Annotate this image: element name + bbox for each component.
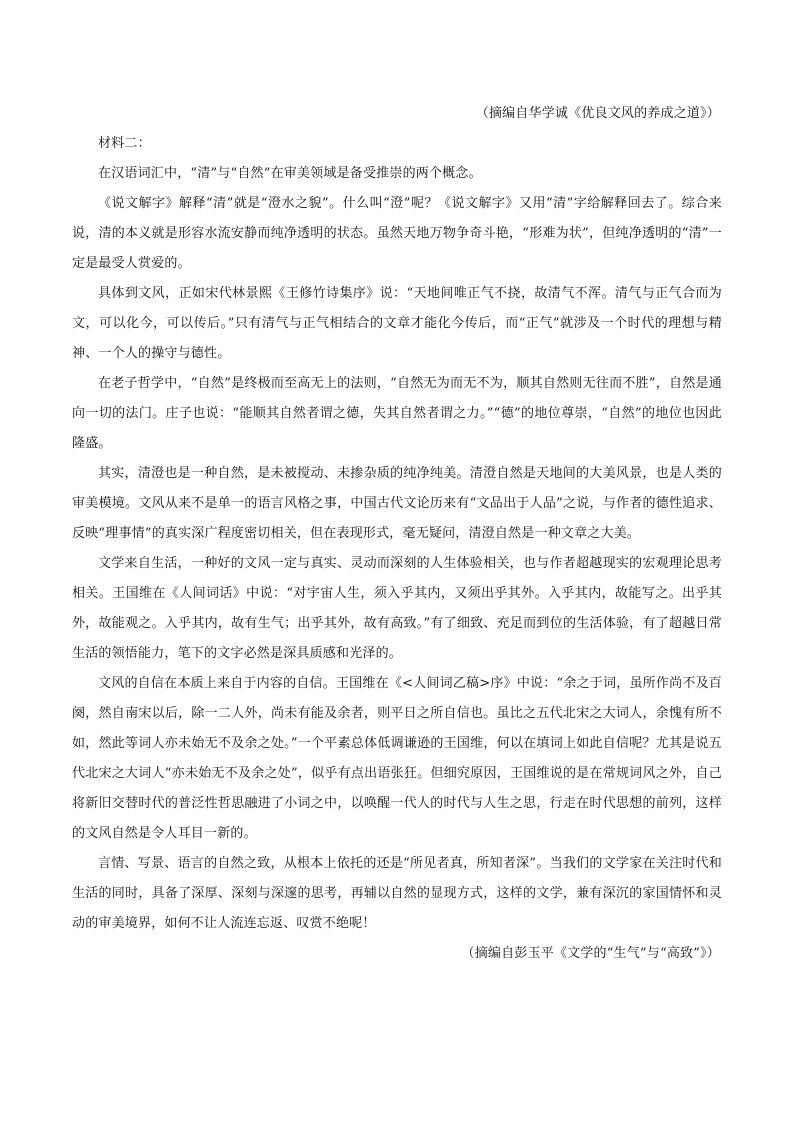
paragraph-1: 在汉语词汇中，“清”与“自然”在审美领域是备受推崇的两个概念。	[98, 166, 482, 181]
paragraph-2: 《说文解字》解释“清”就是“澄水之貌”。什么叫“澄”呢？《说文解字》又用“清”字给解释回去了。综合来说，清的本义就是形容水流安静而纯净透明的状态。虽然天地万物争奇斗艳，“形难为状”，但纯净透明的“清”一定是最受人赏爱的。	[72, 196, 722, 271]
paragraph-3: 具体到文风，正如宋代林景熙《王修竹诗集序》说：“天地间唯正气不挠，故清气不浑。清气与正气合而为文，可以化今，可以传后。”只有清气与正气相结合的文章才能化今传后，而“正气”就涉及一个时代的理想与精神、一个人的操守与德性。	[72, 286, 722, 361]
section-label: 材料二：	[98, 136, 151, 151]
paragraph-7: 文风的自信在本质上来自于内容的自信。王国维在《<人间词乙稿>序》中说：“余之于词，虽所作尚不及百阕，然自南宋以后，除一二人外，尚未有能及余者，则平日之所自信也。虽比之五代北宋之大词人，余愧有所不如，然此等词人亦未始无不及余之处。”一个平素总体低调谦逊的王国维，何以在填词上如此自信呢？尤其是说五代北宋之大词人“亦未始无不及余之处”，似乎有点出语张狂。但细究原因，王国维说的是在常规词风之外，自己将新旧交替时代的普泛性哲思融进了小词之中，以唤醒一代人的时代与人生之思，行走在时代思想的前列，这样的文风自然是令人耳目一新的。	[72, 676, 722, 841]
document-body	[72, 99, 722, 969]
paragraph-4: 在老子哲学中，“自然”是终极而至高无上的法则，“自然无为而无不为，顺其自然则无往而不胜”，自然是通向一切的法门。庄子也说：“能顺其自然者谓之德，失其自然者谓之力。”“德”的地位尊崇，“自然”的地位也因此隆盛。	[72, 376, 722, 451]
paragraph-5: 其实，清澄也是一种自然，是未被搅动、未掺杂质的纯净纯美。清澄自然是天地间的大美风景，也是人类的审美模境。文风从来不是单一的语言风格之事，中国古代文论历来有“文品出于人品”之说，与作者的德性追求、反映“理事情”的真实深广程度密切相关，但在表现形式，毫无疑问，清澄自然是一种文章之大美。	[72, 466, 722, 541]
source-citation-top: （摘编自华学诚《优良文风的养成之道》）	[475, 106, 720, 121]
source-citation-bottom: （摘编自彭玉平《文学的“生气”与“高致”》）	[461, 946, 720, 961]
paragraph-8: 言情、写景、语言的自然之致，从根本上依托的还是“所见者真，所知者深”。当我们的文学家在关注时代和生活的同时，具备了深厚、深刻与深邃的思考，再辅以自然的显现方式，这样的文学，兼有深沉的家国情怀和灵动的审美境界，如何不让人流连忘返、叹赏不绝呢！	[72, 856, 722, 931]
paragraph-6: 文学来自生活，一种好的文风一定与真实、灵动而深刻的人生体验相关，也与作者超越现实的宏观理论思考相关。王国维在《人间词话》中说：“对宇宙人生，须入乎其内，又须出乎其外。入乎其内，故能写之。出乎其外，故能观之。入乎其内，故有生气；出乎其外，故有高致。”有了细致、充足而到位的生活体验，有了超越日常生活的领悟能力，笔下的文字必然是深具质感和光泽的。	[72, 556, 722, 661]
